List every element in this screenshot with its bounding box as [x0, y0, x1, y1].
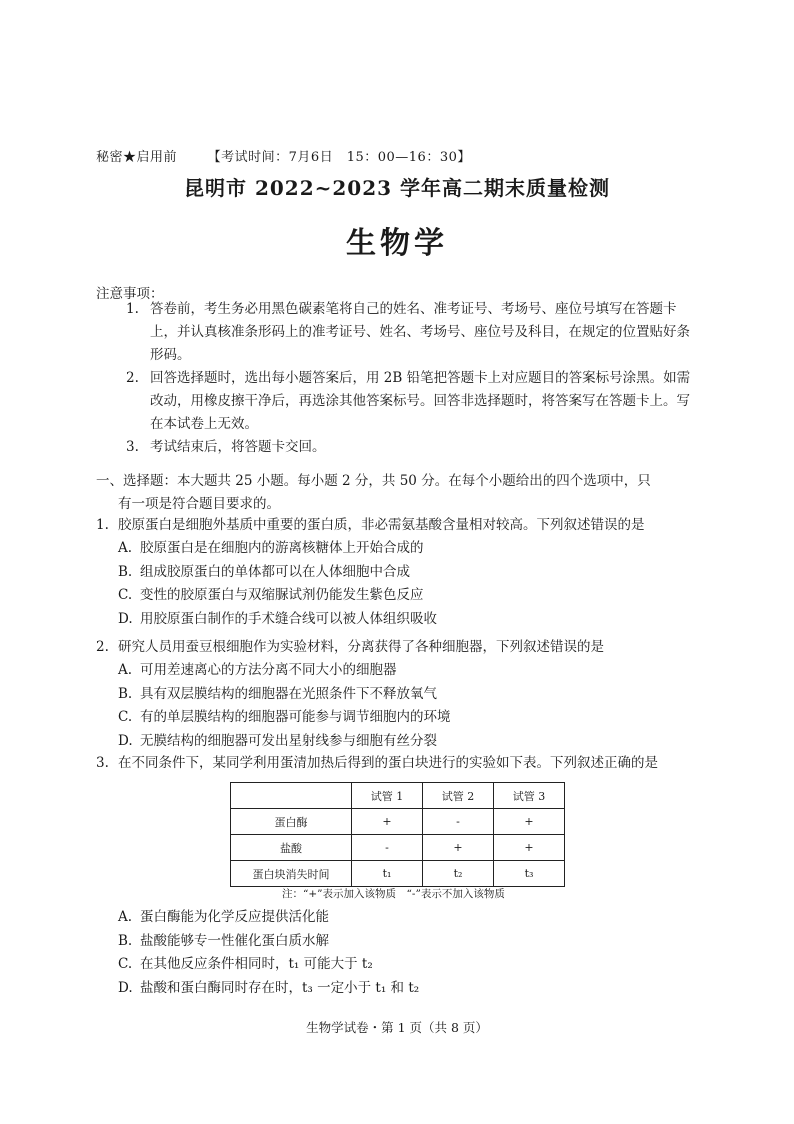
table-header-row: [231, 783, 565, 809]
section-instructions: [96, 470, 698, 516]
option-text: 组成胶原蛋白的单体都可以在人体细胞中合成: [140, 563, 410, 580]
option-d: [96, 730, 706, 754]
subject-title: 生物学: [346, 226, 448, 261]
option-list: [96, 659, 706, 753]
option-label: C.: [118, 709, 133, 725]
table-cell: +: [423, 835, 494, 861]
option-text: 可用差速离心的方法分离不同大小的细胞器: [140, 662, 397, 678]
section-line-2: 有一项是符合题目要求的。: [118, 496, 280, 512]
question-2: [96, 636, 706, 753]
notes-heading: 注意事项：: [96, 286, 164, 302]
table-cell: t₁: [352, 861, 423, 887]
table-row: [231, 809, 565, 835]
option-c: [96, 706, 706, 730]
table-cell: +: [494, 835, 565, 861]
option-label: A.: [118, 909, 133, 925]
option-text: 具有双层膜结构的细胞器在光照条件下不释放氧气: [140, 685, 437, 702]
exam-time: 【考试时间：7月6日 15：00—16：30】: [207, 150, 471, 165]
option-label: D.: [118, 732, 133, 749]
option-text: 有的单层膜结构的细胞器可能参与调节细胞内的环境: [140, 709, 451, 725]
question-number: 2.: [96, 639, 109, 655]
exam-title: 昆明市 2022~2023 学年高二期末质量检测: [183, 176, 610, 200]
page-footer: 生物学试卷・第 1 页（共 8 页）: [306, 1020, 488, 1035]
option-label: B.: [118, 932, 133, 949]
option-d: [96, 977, 706, 1001]
table-cell: t₂: [423, 861, 494, 887]
question-3: [96, 752, 706, 775]
notes-list: [126, 298, 696, 459]
table-cell: t₃: [494, 861, 565, 887]
question-number: 1.: [96, 517, 109, 533]
option-text: 变性的胶原蛋白与双缩脲试剂仍能发生紫色反应: [140, 587, 424, 603]
option-label: A.: [118, 662, 133, 678]
option-text: 在其他反应条件相同时，t₁ 可能大于 t₂: [140, 956, 373, 972]
note-text: 考试结束后，将答题卡交回。: [150, 439, 326, 455]
option-b: [96, 683, 706, 707]
table-row: [231, 861, 565, 887]
option-c: [96, 953, 706, 977]
question-3-options: [96, 906, 706, 1000]
option-text: 盐酸能够专一性催化蛋白质水解: [140, 932, 329, 949]
question-1: [96, 514, 706, 631]
question-stem-text: 在不同条件下，某同学利用蛋清加热后得到的蛋白块进行的实验如下表。下列叙述正确的是: [118, 755, 658, 771]
note-text: 答卷前，考生务必用黑色碳素笔将自己的姓名、准考证号、考场号、座位号填写在答题卡上，并认真核准条形码上的准考证号、姓名、考场号、座位号及科目，在规定的位置贴好条形码。: [150, 301, 690, 363]
note-item: [126, 436, 696, 459]
option-label: D.: [118, 610, 133, 627]
option-label: B.: [118, 563, 133, 580]
option-label: B.: [118, 685, 133, 702]
option-label: C.: [118, 587, 133, 603]
table-cell: +: [352, 809, 423, 835]
table-corner-cell: [231, 783, 352, 809]
table-row-label: 盐酸: [231, 835, 352, 861]
option-text: 无膜结构的细胞器可发出星射线参与细胞有丝分裂: [140, 732, 437, 749]
question-stem: [96, 752, 706, 775]
option-list: [96, 537, 706, 631]
option-d: [96, 608, 706, 632]
note-number: 3.: [126, 439, 139, 455]
table-cell: -: [423, 809, 494, 835]
note-number: 2.: [126, 370, 139, 386]
table-header-cell: 试管 1: [352, 783, 423, 809]
option-label: D.: [118, 979, 133, 996]
option-text: 胶原蛋白是在细胞内的游离核糖体上开始合成的: [140, 540, 424, 556]
option-a: [96, 537, 706, 561]
question-stem-text: 研究人员用蚕豆根细胞作为实验材料，分离获得了各种细胞器，下列叙述错误的是: [118, 639, 604, 655]
table-row: [231, 835, 565, 861]
option-label: C.: [118, 956, 133, 972]
note-item: [126, 298, 696, 367]
secret-mark: 秘密★启用前: [96, 150, 178, 165]
option-list: [96, 906, 706, 1000]
option-b: [96, 561, 706, 585]
option-label: A.: [118, 540, 133, 556]
table-header-cell: 试管 3: [494, 783, 565, 809]
option-a: [96, 659, 706, 683]
note-text: 回答选择题时，选出每小题答案后，用 2B 铅笔把答题卡上对应题目的答案标号涂黑。如需改动，用橡皮擦干净后，再选涂其他答案标号。回答非选择题时，将答案写在答题卡上。写在本试卷上无效。: [150, 370, 691, 432]
option-text: 盐酸和蛋白酶同时存在时，t₃ 一定小于 t₁ 和 t₂: [140, 979, 420, 996]
table-cell: -: [352, 835, 423, 861]
option-text: 用胶原蛋白制作的手术缝合线可以被人体组织吸收: [140, 610, 437, 627]
experiment-table: [230, 782, 565, 887]
table-cell: +: [494, 809, 565, 835]
question-number: 3.: [96, 755, 109, 771]
section-line-1: 一、选择题：本大题共 25 小题。每小题 2 分，共 50 分。在每个小题给出的四个选项中，只: [96, 473, 651, 489]
table-row-label: 蛋白酶: [231, 809, 352, 835]
option-text: 蛋白酶能为化学反应提供活化能: [140, 909, 329, 925]
note-item: [126, 367, 696, 436]
option-c: [96, 584, 706, 608]
table-header-cell: 试管 2: [423, 783, 494, 809]
option-b: [96, 930, 706, 954]
table-row-label: 蛋白块消失时间: [231, 861, 352, 887]
question-stem: [96, 636, 706, 659]
header-line: [96, 146, 471, 165]
question-stem-text: 胶原蛋白是细胞外基质中重要的蛋白质，非必需氨基酸含量相对较高。下列叙述错误的是: [118, 517, 645, 533]
option-a: [96, 906, 706, 930]
question-stem: [96, 514, 706, 537]
table-note: 注：“+”表示加入该物质 “-”表示不加入该物质: [282, 888, 505, 900]
note-number: 1.: [126, 301, 139, 317]
